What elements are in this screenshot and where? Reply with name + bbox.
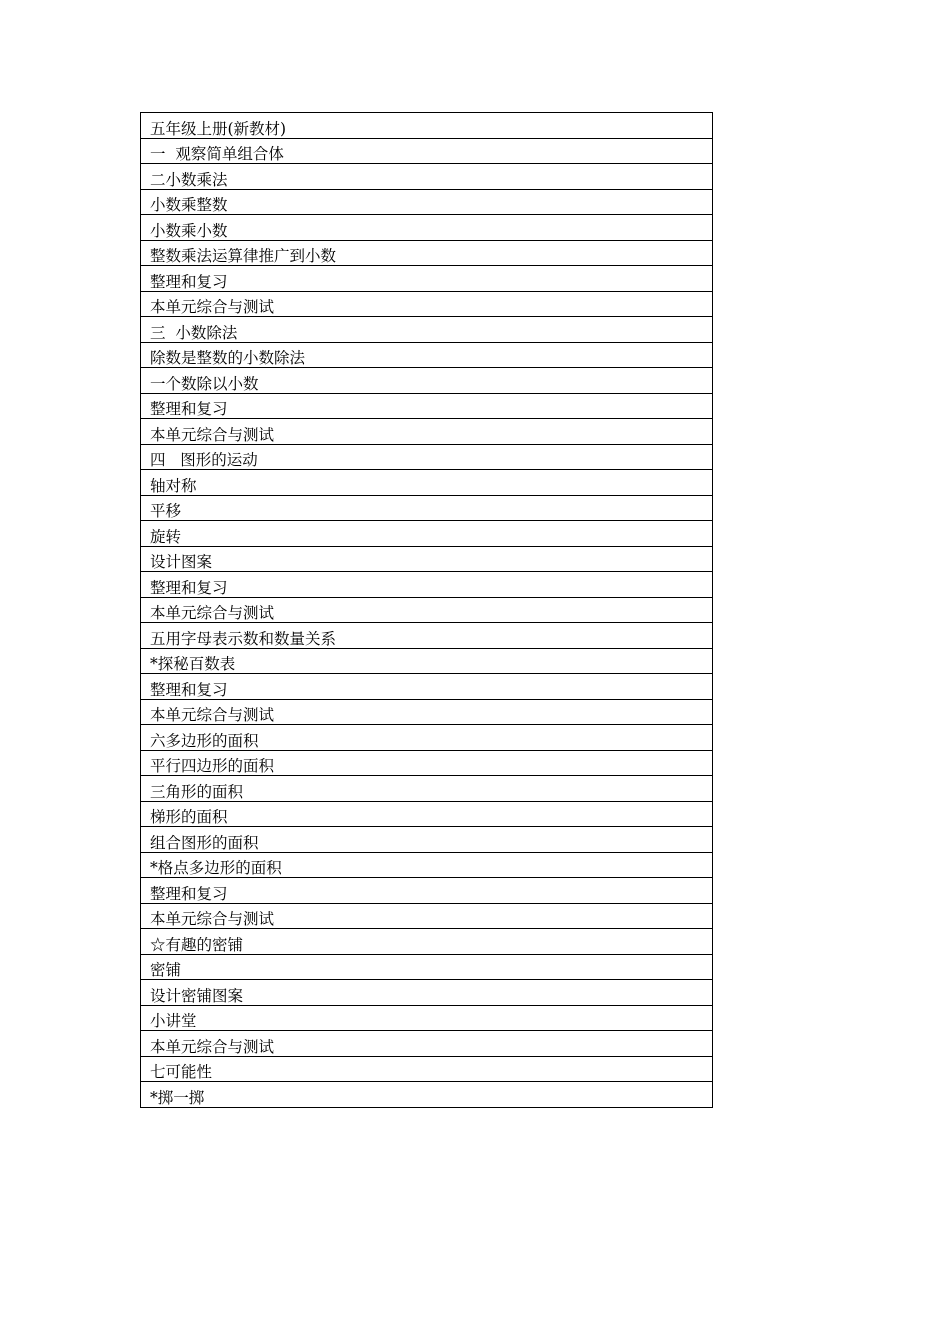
table-row [141, 342, 713, 368]
toc-entry-cell [141, 495, 713, 521]
toc-entry-text: 五用字母表示数和数量关系 [150, 629, 337, 648]
toc-entry-cell [141, 1082, 713, 1108]
table-row [141, 750, 713, 776]
toc-entry-text: 密铺 [150, 961, 182, 979]
toc-entry-cell [141, 138, 713, 164]
toc-entry-text: 本单元综合与测试 [150, 910, 275, 928]
toc-entry-text: 一 观察简单组合体 [150, 145, 284, 163]
toc-entry-text: 小数乘整数 [150, 196, 228, 214]
toc-entry-cell [141, 240, 713, 266]
toc-entry-cell [141, 623, 713, 649]
toc-entry-cell [141, 750, 713, 776]
toc-entry-text: 七可能性 [150, 1063, 213, 1081]
toc-entry-text: 三角形的面积 [150, 782, 244, 801]
toc-entry-cell [141, 368, 713, 394]
table-row [141, 674, 713, 700]
toc-entry-cell [141, 546, 713, 572]
table-row [141, 291, 713, 317]
toc-entry-text: 轴对称 [150, 476, 197, 495]
toc-entry-text: 组合图形的面积 [150, 833, 259, 852]
toc-entry-text: 一个数除以小数 [150, 374, 259, 393]
toc-entry-text: 本单元综合与测试 [150, 604, 275, 622]
table-row [141, 1031, 713, 1057]
table-row [141, 113, 713, 139]
table-row [141, 1082, 713, 1108]
toc-entry-text: 整理和复习 [150, 400, 228, 418]
toc-entry-cell [141, 903, 713, 929]
toc-entry-text: 旋转 [150, 527, 182, 546]
toc-entry-cell [141, 393, 713, 419]
toc-entry-text: *探秘百数表 [150, 655, 236, 673]
toc-body [141, 113, 713, 1108]
table-row [141, 852, 713, 878]
toc-entry-cell [141, 699, 713, 725]
toc-entry-text: 平移 [150, 502, 182, 520]
table-row [141, 393, 713, 419]
toc-entry-cell [141, 317, 713, 343]
table-row [141, 444, 713, 470]
table-row [141, 776, 713, 802]
table-row [141, 368, 713, 394]
toc-entry-text: 整理和复习 [150, 884, 228, 903]
toc-entry-text: 整数乘法运算律推广到小数 [150, 247, 337, 265]
table-of-contents [140, 112, 713, 1108]
toc-entry-cell [141, 878, 713, 904]
table-row [141, 725, 713, 751]
toc-entry-cell [141, 597, 713, 623]
toc-entry-cell [141, 954, 713, 980]
table-row [141, 1056, 713, 1082]
toc-entry-text: 平行四边形的面积 [150, 757, 275, 775]
table-row [141, 878, 713, 904]
toc-entry-text: 除数是整数的小数除法 [150, 349, 306, 367]
toc-entry-cell [141, 189, 713, 215]
toc-entry-cell [141, 521, 713, 547]
table-row [141, 546, 713, 572]
toc-entry-text: 整理和复习 [150, 272, 228, 291]
table-row [141, 470, 713, 496]
table-row [141, 164, 713, 190]
toc-entry-text: ☆有趣的密铺 [150, 935, 244, 954]
toc-entry-cell [141, 572, 713, 598]
toc-entry-cell [141, 776, 713, 802]
table-row [141, 1005, 713, 1031]
table-row [141, 929, 713, 955]
toc-entry-text: 小数乘小数 [150, 221, 228, 240]
table-row [141, 623, 713, 649]
toc-entry-text: 设计图案 [150, 553, 213, 571]
table-row [141, 317, 713, 343]
toc-entry-cell [141, 342, 713, 368]
table-row [141, 189, 713, 215]
toc-entry-cell [141, 1031, 713, 1057]
toc-entry-cell [141, 648, 713, 674]
toc-entry-cell [141, 291, 713, 317]
table-row [141, 138, 713, 164]
toc-entry-cell [141, 801, 713, 827]
table-row [141, 495, 713, 521]
toc-entry-cell [141, 266, 713, 292]
table-row [141, 903, 713, 929]
toc-entry-cell [141, 852, 713, 878]
toc-entry-cell [141, 980, 713, 1006]
toc-entry-cell [141, 113, 713, 139]
toc-entry-cell [141, 419, 713, 445]
toc-entry-text: 小讲堂 [150, 1012, 197, 1030]
toc-entry-text: 本单元综合与测试 [150, 298, 275, 316]
toc-entry-text: *掷一掷 [150, 1088, 205, 1107]
toc-entry-text: 本单元综合与测试 [150, 706, 275, 724]
toc-entry-cell [141, 1005, 713, 1031]
toc-entry-cell [141, 444, 713, 470]
table-row [141, 419, 713, 445]
table-row [141, 954, 713, 980]
toc-entry-text: 设计密铺图案 [150, 986, 244, 1005]
table-row [141, 266, 713, 292]
toc-entry-text: 四 图形的运动 [150, 451, 258, 469]
toc-entry-text: 五年级上册(新教材) [150, 119, 287, 138]
toc-entry-text: 二小数乘法 [150, 170, 228, 189]
toc-entry-cell [141, 929, 713, 955]
toc-entry-cell [141, 470, 713, 496]
table-row [141, 597, 713, 623]
toc-entry-cell [141, 725, 713, 751]
toc-entry-text: 本单元综合与测试 [150, 425, 275, 444]
table-row [141, 801, 713, 827]
toc-entry-text: 三 小数除法 [150, 323, 238, 342]
toc-entry-cell [141, 1056, 713, 1082]
table-row [141, 827, 713, 853]
table-row [141, 699, 713, 725]
toc-entry-text: 梯形的面积 [150, 808, 228, 826]
toc-entry-text: 整理和复习 [150, 680, 228, 699]
table-row [141, 648, 713, 674]
table-row [141, 240, 713, 266]
table-row [141, 572, 713, 598]
toc-entry-text: 整理和复习 [150, 578, 228, 597]
toc-entry-text: 本单元综合与测试 [150, 1037, 275, 1056]
toc-entry-text: *格点多边形的面积 [150, 859, 282, 877]
toc-entry-text: 六多边形的面积 [150, 731, 259, 750]
toc-entry-cell [141, 674, 713, 700]
table-row [141, 980, 713, 1006]
table-row [141, 215, 713, 241]
toc-entry-cell [141, 164, 713, 190]
table-row [141, 521, 713, 547]
toc-entry-cell [141, 215, 713, 241]
toc-entry-cell [141, 827, 713, 853]
